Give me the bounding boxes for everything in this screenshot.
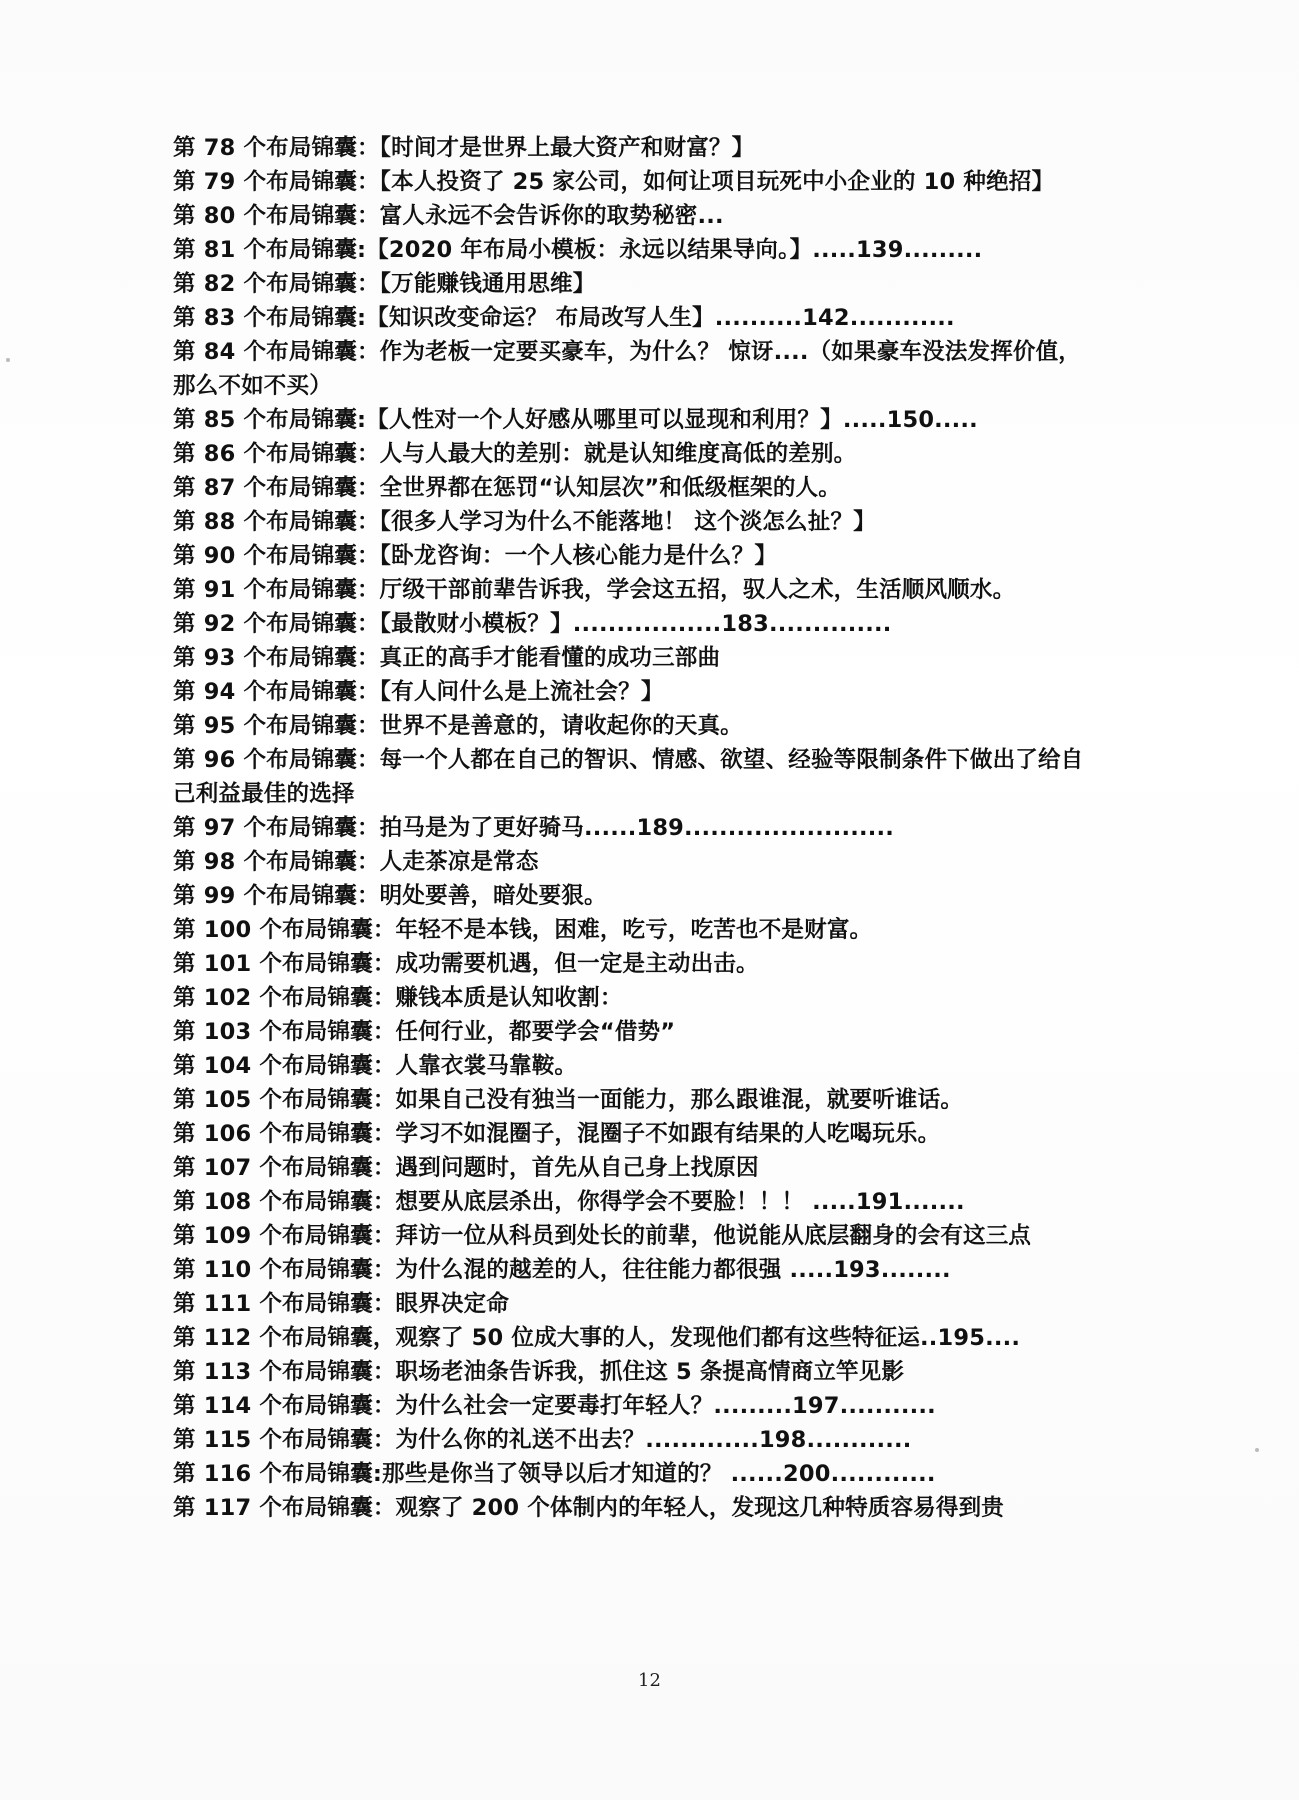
toc-entry: 第 105 个布局锦囊：如果自己没有独当一面能力，那么跟谁混，就要听谁话。 [173,1087,964,1113]
toc-entry: 第 91 个布局锦囊：厅级干部前辈告诉我，学会这五招，驭人之术，生活顺风顺水。 [173,577,1016,603]
toc-entry: 第 98 个布局锦囊：人走茶凉是常态 [173,849,539,875]
toc-entry: 第 85 个布局锦囊:【人性对一个人好感从哪里可以显现和利用？】.....150..... [173,407,978,433]
toc-entry: 第 90 个布局锦囊：【卧龙咨询：一个人核心能力是什么？】 [173,543,778,569]
scan-speck [6,358,10,362]
toc-entry: 第 111 个布局锦囊：眼界决定命 [173,1291,510,1317]
toc-entry: 第 99 个布局锦囊：明处要善，暗处要狠。 [173,883,607,909]
toc-entry: 第 84 个布局锦囊：作为老板一定要买豪车，为什么？ 惊讶....（如果豪车没法发挥价值，那么不如不买） [173,339,1082,399]
toc-entry: 第 106 个布局锦囊：学习不如混圈子，混圈子不如跟有结果的人吃喝玩乐。 [173,1121,941,1147]
toc-entry: 第 104 个布局锦囊：人靠衣裳马靠鞍。 [173,1053,578,1079]
toc-entry: 第 116 个布局锦囊:那些是你当了领导以后才知道的？ ......200............ [173,1461,936,1487]
toc-entry: 第 92 个布局锦囊：【最散财小模板？】.................183.............. [173,611,892,637]
toc-entry: 第 95 个布局锦囊：世界不是善意的，请收起你的天真。 [173,713,743,739]
toc-entry: 第 80 个布局锦囊：富人永远不会告诉你的取势秘密... [173,203,724,229]
toc-entry: 第 114 个布局锦囊：为什么社会一定要毒打年轻人？.........197........... [173,1393,936,1419]
toc-entry: 第 82 个布局锦囊：【万能赚钱通用思维】 [173,271,596,297]
toc-entry: 第 112 个布局锦囊，观察了 50 位成大事的人，发现他们都有这些特征运..195.... [173,1325,1021,1351]
scan-speck [1255,1448,1259,1452]
toc-entry: 第 108 个布局锦囊：想要从底层杀出，你得学会不要脸！！！ .....191....... [173,1189,965,1215]
toc-entry: 第 86 个布局锦囊：人与人最大的差别：就是认知维度高低的差别。 [173,441,857,467]
toc-entry: 第 83 个布局锦囊:【知识改变命运？ 布局改写人生】..........142............ [173,305,955,331]
toc-entry: 第 115 个布局锦囊：为什么你的礼送不出去？.............198............ [173,1427,912,1453]
toc-entry: 第 81 个布局锦囊:【2020 年布局小模板：永远以结果导向。】.....139......... [173,237,983,263]
toc-entry: 第 117 个布局锦囊：观察了 200 个体制内的年轻人，发现这几种特质容易得到贵 [173,1495,1004,1521]
toc-entry: 第 109 个布局锦囊：拜访一位从科员到处长的前辈，他说能从底层翻身的会有这三点 [173,1223,1032,1249]
toc-entry: 第 79 个布局锦囊：【本人投资了 25 家公司，如何让项目玩死中小企业的 10 种绝招】 [173,169,1055,195]
toc-entry: 第 96 个布局锦囊：每一个人都在自己的智识、情感、欲望、经验等限制条件下做出了给自己利益最佳的选择 [173,747,1084,807]
toc-entry: 第 101 个布局锦囊：成功需要机遇，但一定是主动出击。 [173,951,759,977]
toc-entry: 第 100 个布局锦囊：年轻不是本钱，困难，吃亏，吃苦也不是财富。 [173,917,873,943]
toc-entry: 第 88 个布局锦囊：【很多人学习为什么不能落地！ 这个淡怎么扯？】 [173,509,876,535]
toc-entry: 第 102 个布局锦囊：赚钱本质是认知收割： [173,985,623,1011]
toc-entry: 第 94 个布局锦囊：【有人问什么是上流社会？】 [173,679,664,705]
table-of-contents [173,131,1093,1525]
toc-entry: 第 113 个布局锦囊：职场老油条告诉我，抓住这 5 条提高情商立竿见影 [173,1359,905,1385]
toc-entry: 第 103 个布局锦囊：任何行业，都要学会“借势” [173,1019,676,1045]
toc-entry: 第 78 个布局锦囊：【时间才是世界上最大资产和财富？】 [173,135,755,161]
page-number: 12 [638,1670,661,1691]
toc-entry: 第 110 个布局锦囊：为什么混的越差的人，往往能力都很强 .....193........ [173,1257,951,1283]
toc-entry: 第 97 个布局锦囊：拍马是为了更好骑马......189........................ [173,815,894,841]
toc-entry: 第 107 个布局锦囊：遇到问题时，首先从自己身上找原因 [173,1155,759,1181]
toc-entry: 第 87 个布局锦囊：全世界都在惩罚“认知层次”和低级框架的人。 [173,475,841,501]
toc-entry: 第 93 个布局锦囊：真正的高手才能看懂的成功三部曲 [173,645,721,671]
